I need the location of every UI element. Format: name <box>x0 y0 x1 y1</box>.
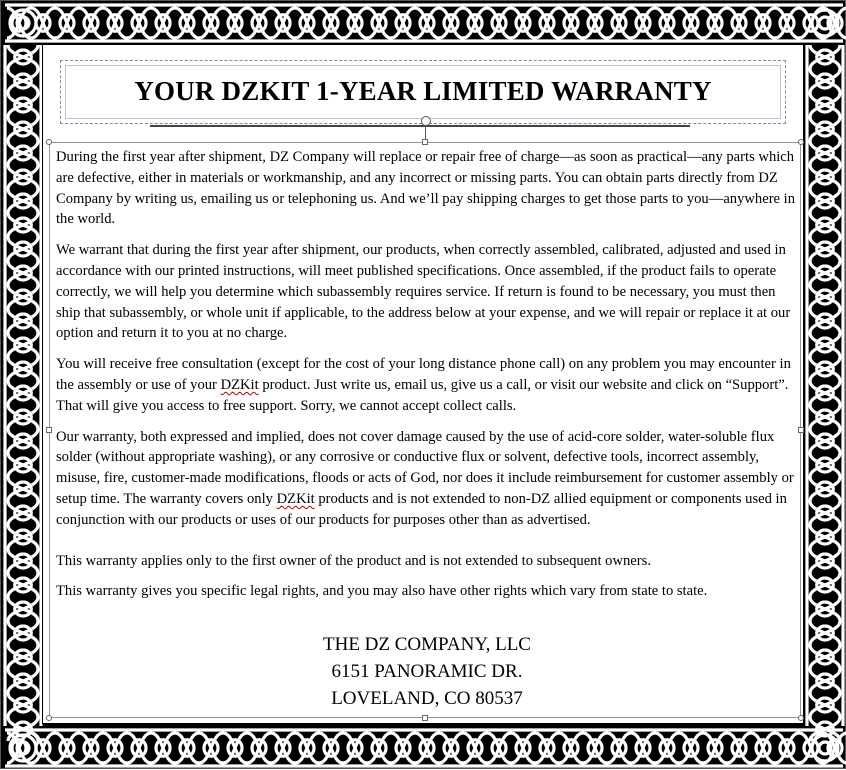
resize-handle-left[interactable] <box>46 427 52 433</box>
resize-handle-bottom-right[interactable] <box>798 715 804 721</box>
brand-name-spellcheck: DZKit <box>220 376 259 393</box>
paragraph-consultation <box>56 354 798 416</box>
resize-handle-top-left[interactable] <box>46 139 52 145</box>
page-title: YOUR DZKIT 1-YEAR LIMITED WARRANTY <box>134 76 712 106</box>
resize-handle-bottom-left[interactable] <box>46 715 52 721</box>
resize-handle-top[interactable] <box>422 139 428 145</box>
company-address <box>56 631 798 712</box>
brand-name-spellcheck: DZKit <box>276 490 315 507</box>
text-run: products and is not extended to non-DZ allied equipment or components used in conjunction with our products or uses of our products for purposes other than as advertised. <box>56 490 787 528</box>
title-underline <box>150 125 690 127</box>
title-text-box[interactable] <box>60 60 786 124</box>
resize-handle-bottom[interactable] <box>422 715 428 721</box>
rotation-handle[interactable] <box>421 116 431 126</box>
text-run: product. Just write us, email us, give us a call, or visit our website and click on “Support”. That will give you access to free support. Sorry, we cannot accept collect calls. <box>56 376 789 414</box>
resize-handle-right[interactable] <box>798 427 804 433</box>
paragraph-first-owner: This warranty applies only to the first owner of the product and is not extended to subsequent owners. <box>56 552 651 569</box>
address-city: LOVELAND, CO 80537 <box>331 688 523 709</box>
resize-handle-top-right[interactable] <box>798 139 804 145</box>
text-run: Our warranty, both expressed and implied, does not cover damage caused by the use of acid-core solder, water-soluble flux solder (without appropriate washing), or any corrosive or conductive flux or solvent, defective tools, incorrect assembly, misuse, fire, customer-made modifications, floods or acts of God, nor does it include reimbursement for customer assembly or setup time. The warranty covers only <box>56 428 794 507</box>
warranty-text-box[interactable] <box>56 147 798 612</box>
address-company: THE DZ COMPANY, LLC <box>323 634 531 655</box>
paragraph-specifications: We warrant that during the first year after shipment, our products, when correctly assembled, calibrated, adjusted and used in accordance with our printed instructions, will meet published specifications. Once assembled, if the product fails to operate correctly, we will help you determine which subassembly requires service. If return is found to be necessary, you must then ship that subassembly, or whole unit if applicable, to the address below at your expense, and we will repair or replace it at our option and return it to you at no charge. <box>56 242 791 342</box>
address-street: 6151 PANORAMIC DR. <box>331 661 523 682</box>
text-run: You will receive free consultation (except for the cost of your long distance phone call) on any problem you may encounter in the assembly or use of your <box>56 356 791 393</box>
paragraph-legal-rights: This warranty gives you specific legal rights, and you may also have other rights which vary from state to state. <box>56 583 708 600</box>
paragraph-exclusions <box>56 427 798 531</box>
paragraph-replacement: During the first year after shipment, DZ Company will replace or repair free of charge—as soon as practical—any parts which are defective, either in materials or workmanship, and any incorrect or missing parts. You can obtain parts directly from DZ Company by writing us, emailing us or telephoning us. And we’ll pay shipping charges to get those parts to you—anywhere in the world. <box>56 149 796 228</box>
